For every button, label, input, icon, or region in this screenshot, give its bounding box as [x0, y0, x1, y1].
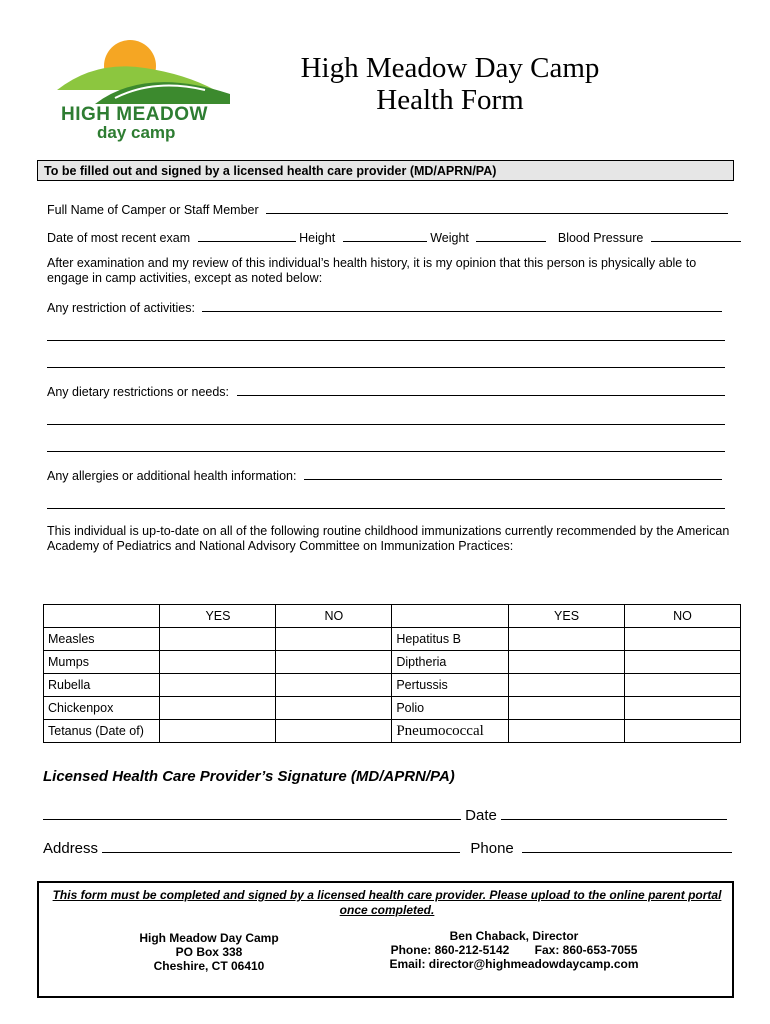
header-no: NO [625, 605, 741, 628]
activities-row [47, 299, 722, 315]
vaccine-name: Chickenpox [44, 697, 160, 720]
dietary-line-3[interactable] [47, 451, 725, 452]
table-row [44, 628, 741, 651]
immunization-table [43, 604, 741, 743]
activities-line-2[interactable] [47, 340, 725, 341]
logo-line1: HIGH MEADOW [61, 104, 208, 125]
weight-field[interactable] [476, 229, 546, 242]
no-cell[interactable] [625, 697, 741, 720]
yes-cell[interactable] [509, 720, 625, 743]
sun-hills-graphic [55, 38, 235, 108]
no-cell[interactable] [276, 674, 392, 697]
full-name-field[interactable] [266, 201, 728, 214]
logo-line2: day camp [97, 123, 176, 142]
header-cell [44, 605, 160, 628]
date-label: Date [465, 807, 497, 824]
footer-box [37, 881, 734, 998]
no-cell[interactable] [276, 651, 392, 674]
vaccine-name: Measles [44, 628, 160, 651]
camp-name: High Meadow Day Camp [139, 931, 279, 945]
allergies-field[interactable] [304, 467, 722, 480]
vaccine-name: Mumps [44, 651, 160, 674]
activities-field[interactable] [202, 299, 722, 312]
blood-pressure-field[interactable] [651, 229, 741, 242]
no-cell[interactable] [625, 628, 741, 651]
weight-label: Weight [430, 231, 469, 245]
signature-field[interactable] [43, 803, 461, 820]
header-no: NO [276, 605, 392, 628]
vaccine-name: Hepatitus B [392, 628, 509, 651]
date-field[interactable] [501, 803, 727, 820]
full-name-row [47, 201, 728, 217]
no-cell[interactable] [276, 720, 392, 743]
activities-label: Any restriction of activities: [47, 301, 195, 315]
table-row [44, 697, 741, 720]
vaccine-name: Pneumococcal [392, 720, 509, 743]
dietary-line-2[interactable] [47, 424, 725, 425]
blood-pressure-label: Blood Pressure [557, 231, 644, 245]
header-yes: YES [509, 605, 625, 628]
yes-cell[interactable] [160, 651, 276, 674]
exam-date-label: Date of most recent exam [47, 231, 191, 245]
camp-logo [55, 38, 235, 143]
vaccine-name: Tetanus (Date of) [44, 720, 160, 743]
no-cell[interactable] [276, 697, 392, 720]
yes-cell[interactable] [160, 697, 276, 720]
header-yes: YES [160, 605, 276, 628]
phone-label: Phone [470, 840, 514, 857]
address-row [43, 836, 732, 857]
yes-cell[interactable] [509, 697, 625, 720]
table-row [44, 720, 741, 743]
director-phone: Phone: 860-212-5142 [390, 943, 510, 957]
no-cell[interactable] [276, 628, 392, 651]
footer-notice: This form must be completed and signed by a licensed health care provider. Please upload to the online parent portal once completed. [52, 888, 722, 917]
contact-numbers [369, 943, 659, 957]
height-label: Height [299, 231, 336, 245]
director-fax: Fax: 860-653-7055 [534, 943, 638, 957]
director-name: Ben Chaback, Director [449, 929, 579, 943]
dietary-label: Any dietary restrictions or needs: [47, 385, 230, 399]
address-label: Address [43, 840, 99, 857]
vaccine-name: Pertussis [392, 674, 509, 697]
vaccine-name: Polio [392, 697, 509, 720]
yes-cell[interactable] [509, 628, 625, 651]
title-line1: High Meadow Day Camp [300, 52, 600, 84]
camp-box: PO Box 338 [175, 945, 243, 959]
table-header-row [44, 605, 741, 628]
table-row [44, 651, 741, 674]
vaccine-name: Diptheria [392, 651, 509, 674]
allergies-line-2[interactable] [47, 508, 725, 509]
signature-row [43, 803, 727, 824]
yes-cell[interactable] [160, 674, 276, 697]
yes-cell[interactable] [160, 628, 276, 651]
vaccine-name: Rubella [44, 674, 160, 697]
phone-field[interactable] [522, 836, 732, 853]
camp-address-block [129, 931, 289, 973]
table-row [44, 674, 741, 697]
no-cell[interactable] [625, 720, 741, 743]
yes-cell[interactable] [509, 651, 625, 674]
director-email[interactable]: Email: director@highmeadowdaycamp.com [389, 957, 639, 971]
immunization-text: This individual is up-to-date on all of the following routine childhood immunizations currently recommended by the American Academy of Pediatrics and National Advisory Committee on Immunization Practices: [47, 524, 730, 553]
opinion-text: After examination and my review of this individual’s health history, it is my opinion that this person is physically able to engage in camp activities, except as noted below: [47, 256, 697, 285]
header-cell [392, 605, 509, 628]
activities-line-3[interactable] [47, 367, 725, 368]
no-cell[interactable] [625, 674, 741, 697]
allergies-label: Any allergies or additional health information: [47, 469, 297, 483]
allergies-row [47, 467, 722, 483]
dietary-row [47, 383, 725, 399]
address-field[interactable] [102, 836, 460, 853]
form-title [250, 52, 650, 116]
yes-cell[interactable] [509, 674, 625, 697]
yes-cell[interactable] [160, 720, 276, 743]
dietary-field[interactable] [237, 383, 725, 396]
height-field[interactable] [343, 229, 427, 242]
camp-city: Cheshire, CT 06410 [153, 959, 265, 973]
no-cell[interactable] [625, 651, 741, 674]
instruction-banner: To be filled out and signed by a licensed health care provider (MD/APRN/PA) [37, 160, 734, 181]
title-line2: Health Form [376, 84, 524, 116]
exam-row [47, 229, 741, 245]
full-name-label: Full Name of Camper or Staff Member [47, 203, 259, 217]
signature-title: Licensed Health Care Provider’s Signature (MD/APRN/PA) [43, 768, 455, 785]
exam-date-field[interactable] [198, 229, 296, 242]
director-block [369, 929, 659, 971]
